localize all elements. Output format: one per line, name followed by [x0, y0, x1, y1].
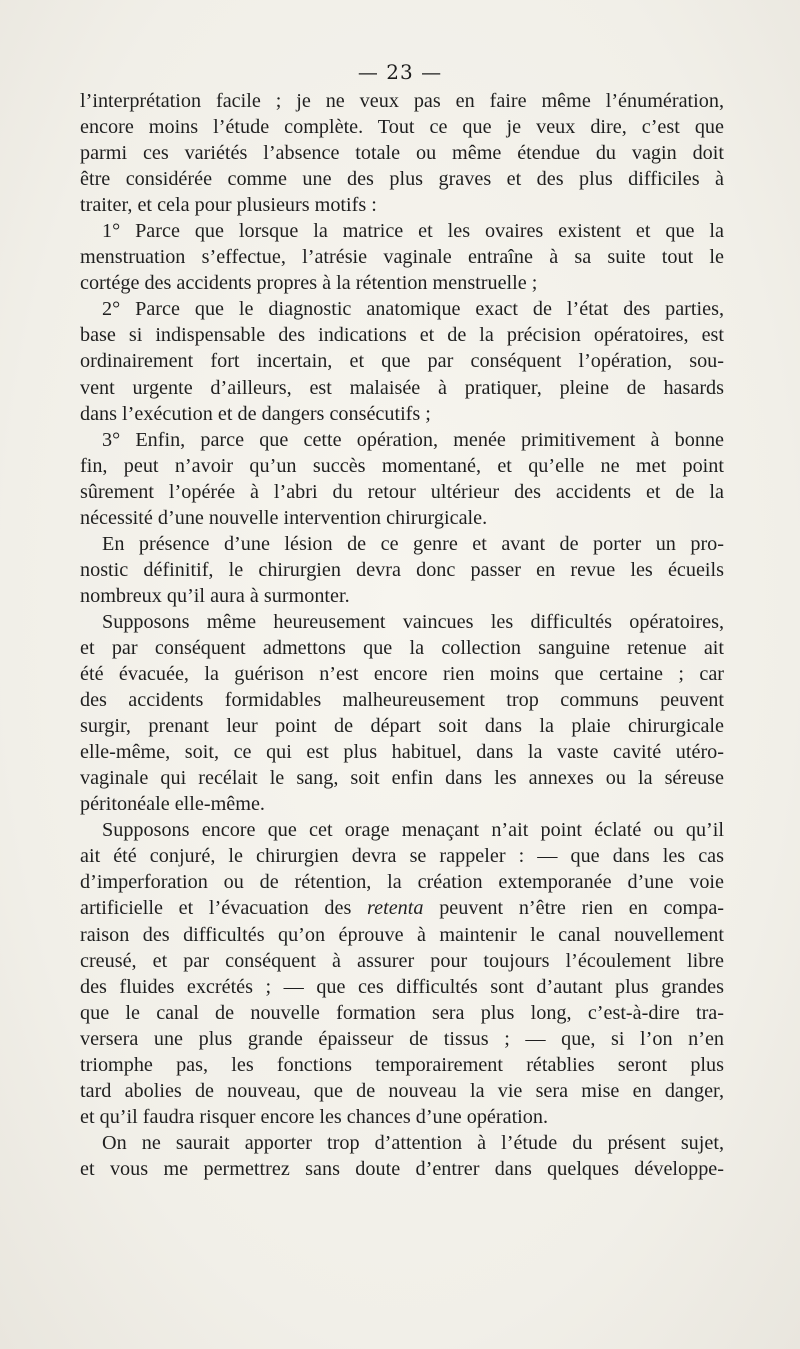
text-line: nécessité d’une nouvelle intervention chirurgicale.: [80, 506, 488, 529]
text-line: traiter, et cela pour plusieurs motifs :: [80, 194, 377, 217]
text-line: et par conséquent admettons que la collection sanguine retenue ait: [80, 636, 724, 659]
text-line: base si indispensable des indications et de la précision opératoires, est: [80, 324, 724, 347]
text-line: En présence d’une lésion de ce genre et avant de porter un pro-: [102, 532, 724, 555]
text-line: fin, peut n’avoir qu’un succès momentané, et qu’elle ne met point: [80, 454, 724, 477]
text-line: triomphe pas, les fonctions temporairement rétablies seront plus: [80, 1053, 724, 1076]
text-line: péritonéale elle-même.: [80, 793, 265, 816]
body-text: [80, 88, 724, 1182]
text-line: et qu’il faudra risquer encore les chances d’une opération.: [80, 1105, 549, 1128]
page-number: — 23 —: [357, 60, 443, 84]
text-line: Supposons encore que cet orage menaçant n’ait point éclaté ou qu’il: [102, 819, 724, 842]
text-line: été évacuée, la guérison n’est encore rien moins que certaine ; car: [80, 663, 724, 686]
text-line: tard abolies de nouveau, que de nouveau la vie sera mise en danger,: [80, 1079, 724, 1102]
text-line-segment: artificielle et l’évacuation des: [80, 897, 368, 920]
text-line: encore moins l’étude complète. Tout ce que je veux dire, c’est que: [80, 116, 724, 139]
text-line: creusé, et par conséquent à assurer pour toujours l’écoulement libre: [80, 949, 724, 972]
text-line: que le canal de nouvelle formation sera plus long, c’est-à-dire tra-: [80, 1001, 724, 1024]
text-line: 1° Parce que lorsque la matrice et les ovaires existent et que la: [102, 220, 724, 243]
text-line: dans l’exécution et de dangers consécutifs ;: [80, 402, 431, 425]
text-line: ait été conjuré, le chirurgien devra se rappeler : — que dans les cas: [80, 845, 724, 868]
text-line: Supposons même heureusement vaincues les difficultés opératoires,: [102, 610, 724, 633]
text-line: d’imperforation ou de rétention, la création extemporanée d’une voie: [80, 871, 724, 894]
text-line: raison des difficultés qu’on éprouve à maintenir le canal nouvellement: [80, 923, 724, 946]
text-line: On ne saurait apporter trop d’attention à l’étude du présent sujet,: [102, 1131, 724, 1154]
text-line: vaginale qui recélait le sang, soit enfin dans les annexes ou la séreuse: [80, 767, 724, 790]
text-line: surgir, prenant leur point de départ soit dans la plaie chirurgicale: [80, 715, 724, 738]
text-line: sûrement l’opérée à l’abri du retour ultérieur des accidents et de la: [80, 480, 724, 503]
text-line: l’interprétation facile ; je ne veux pas en faire même l’énumération,: [80, 90, 724, 112]
text-line: [80, 895, 724, 921]
text-line: des fluides excrétés ; — que ces difficultés sont d’autant plus grandes: [80, 975, 724, 998]
text-line: des accidents formidables malheureusement trop communs peuvent: [80, 689, 724, 712]
text-line: 3° Enfin, parce que cette opération, menée primitivement à bonne: [102, 428, 724, 451]
text-line: et vous me permettrez sans doute d’entrer dans quelques développe-: [80, 1157, 724, 1180]
text-line: ordinairement fort incertain, et que par conséquent l’opération, sou-: [80, 350, 724, 373]
italic-word: retenta: [367, 897, 424, 920]
text-line-segment: peuvent n’être rien en compa-: [423, 897, 724, 920]
text-line: 2° Parce que le diagnostic anatomique exact de l’état des parties,: [102, 298, 724, 321]
text-line: nostic définitif, le chirurgien devra donc passer en revue les écueils: [80, 558, 724, 581]
text-line: elle-même, soit, ce qui est plus habituel, dans la vaste cavité utéro-: [80, 741, 724, 764]
text-line: versera une plus grande épaisseur de tissus ; — que, si l’on n’en: [80, 1027, 724, 1050]
text-line: parmi ces variétés l’absence totale ou même étendue du vagin doit: [80, 142, 724, 165]
text-line: vent urgente d’ailleurs, est malaisée à pratiquer, pleine de hasards: [80, 376, 724, 399]
text-line: menstruation s’effectue, l’atrésie vaginale entraîne à sa suite tout le: [80, 246, 724, 269]
text-line: nombreux qu’il aura à surmonter.: [80, 584, 350, 607]
text-line: cortége des accidents propres à la rétention menstruelle ;: [80, 272, 538, 295]
text-line: être considérée comme une des plus graves et des plus difficiles à: [80, 168, 724, 191]
